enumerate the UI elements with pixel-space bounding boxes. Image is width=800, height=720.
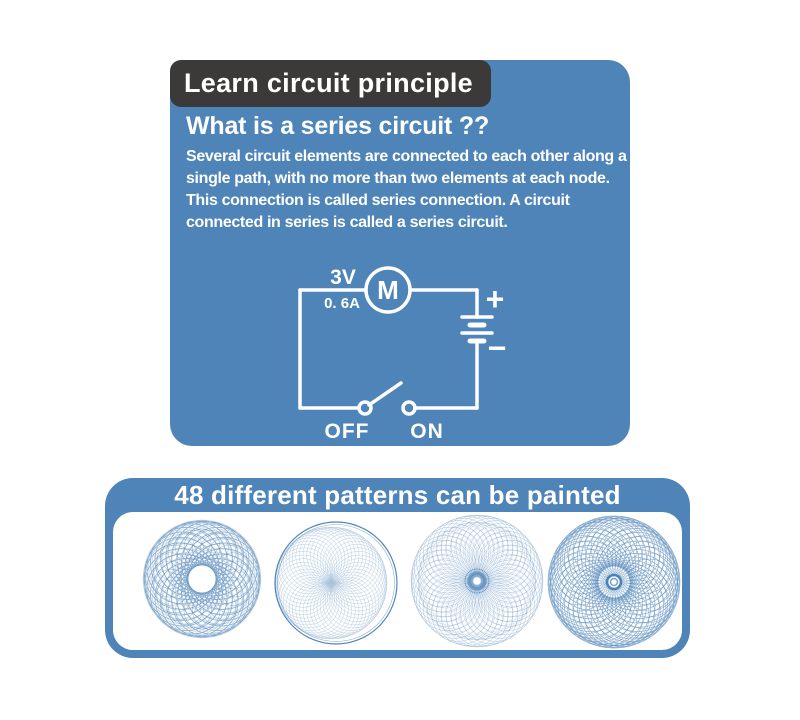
switch-on-label: ON <box>410 420 444 443</box>
voltage-label: 3V <box>330 266 356 289</box>
battery-plus-label: + <box>485 281 505 317</box>
description-paragraph-1: Several circuit elements are connected to each other along a single path, with no more than two elements at each node. <box>186 148 627 187</box>
learn-circuit-card <box>170 60 630 446</box>
spirograph-pattern-1 <box>134 511 270 647</box>
circuit-diagram <box>280 258 520 448</box>
motor-label: M <box>377 275 399 305</box>
series-circuit-description <box>186 146 634 234</box>
card-header <box>170 60 491 107</box>
patterns-title: 48 different patterns can be painted <box>174 479 621 510</box>
spirograph-pattern-3 <box>409 513 545 649</box>
series-circuit-heading: What is a series circuit ?? <box>186 112 490 140</box>
current-label: 0. 6A <box>324 295 360 312</box>
battery-minus-label: − <box>487 330 507 366</box>
spirograph-pattern-2 <box>268 515 404 651</box>
card-header-label: Learn circuit principle <box>184 68 473 98</box>
switch-symbol <box>359 383 415 414</box>
spirograph-pattern-4 <box>546 514 682 650</box>
description-paragraph-2: This connection is called series connection. A circuit connected in series is called a series circuit. <box>186 192 570 231</box>
switch-off-label: OFF <box>324 420 370 443</box>
